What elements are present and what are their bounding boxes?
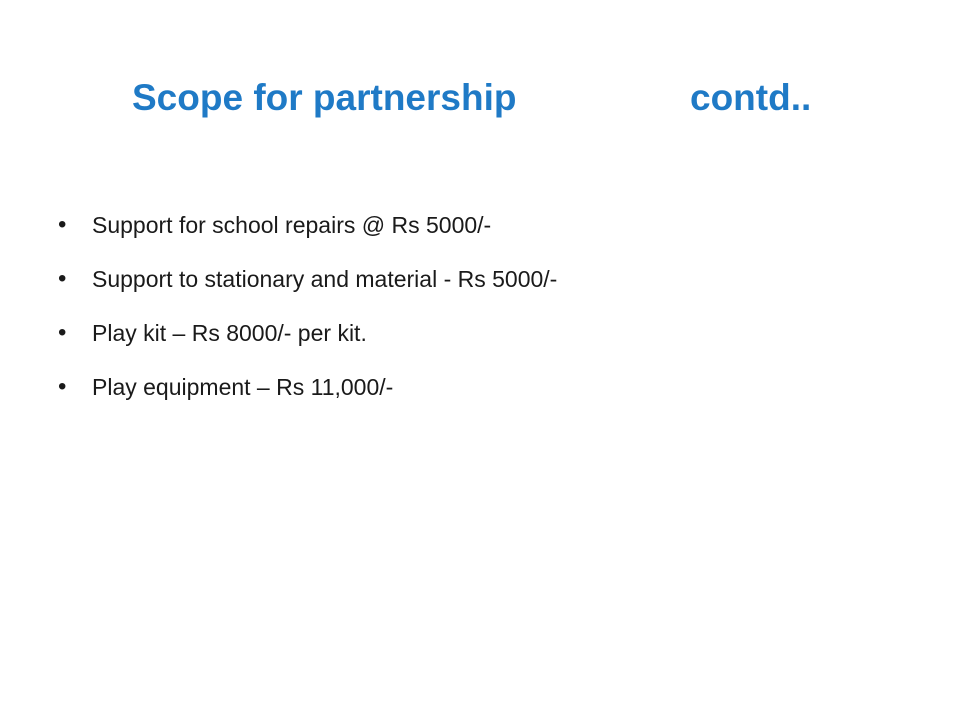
- bullet-text: Play kit – Rs 8000/- per kit.: [92, 319, 367, 346]
- bullet-item: [58, 198, 557, 252]
- bullet-text: Support for school repairs @ Rs 5000/-: [92, 211, 492, 238]
- bullet-icon: •: [58, 265, 67, 292]
- bullet-icon: •: [58, 211, 67, 238]
- bullet-text: Support to stationary and material - Rs 5000/-: [92, 265, 558, 292]
- title-main: Scope for partnership: [132, 77, 517, 118]
- bullet-item: [58, 252, 557, 306]
- bullet-text: Play equipment – Rs 11,000/-: [92, 373, 394, 400]
- bullet-item: [58, 360, 557, 414]
- bullet-list: [58, 198, 557, 414]
- bullet-item: [58, 306, 557, 360]
- bullet-icon: •: [58, 373, 67, 400]
- bullet-icon: •: [58, 319, 67, 346]
- title-contd: contd..: [690, 77, 812, 118]
